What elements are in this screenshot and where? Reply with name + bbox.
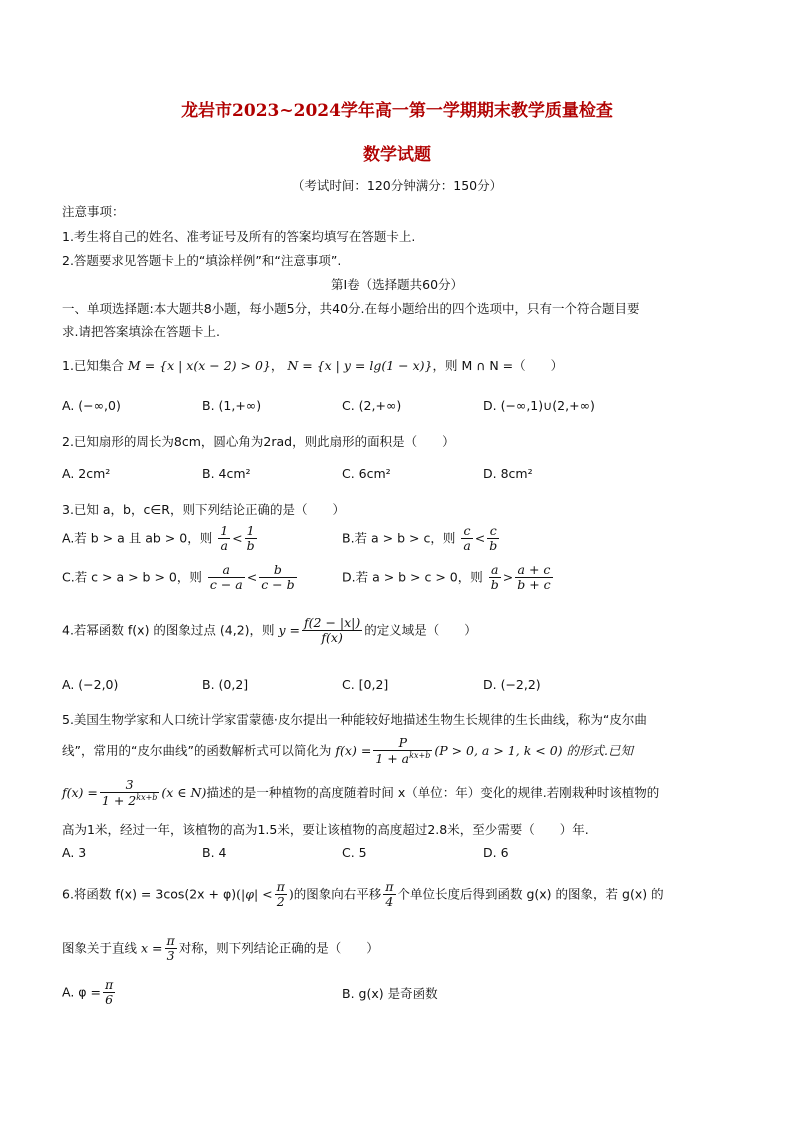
- q4-option-c: C. [0,2]: [342, 677, 389, 692]
- q5-option-a: A. 3: [62, 845, 87, 860]
- q6-option-b: B. g(x) 是奇函数: [342, 986, 438, 1001]
- q3-stem: 3.已知 a，b，c∈R，则下列结论正确的是（ ）: [62, 502, 345, 517]
- q1-option-a: A. (−∞,0): [62, 398, 121, 413]
- q5-option-c: C. 5: [342, 845, 367, 860]
- q3-option-d: D.若 a > b > c > 0，则 $\frac{a}{b}$ > $\frac{a + c}{b + c}$: [342, 562, 551, 593]
- q3-option-b: B.若 a > b > c，则 $\frac{c}{a}$ < $\frac{c}{b}$: [342, 523, 498, 554]
- exam-title: 龙岩市2023~2024学年高一第一学期期末教学质量检查: [181, 101, 613, 121]
- section1-line2: 求.请把答案填涂在答题卡上.: [62, 324, 220, 339]
- q3-option-a: A.若 b > a 且 ab > 0，则 $\frac{1}{a}$ < $\frac{1}{b}$: [62, 523, 255, 554]
- note-2: 2.答题要求见答题卡上的“填涂样例”和“注意事项”.: [62, 253, 342, 268]
- q2-stem: 2.已知扇形的周长为8cm，圆心角为2rad，则此扇形的面积是（ ）: [62, 434, 455, 449]
- q2-option-c: C. 6cm²: [342, 466, 391, 481]
- note-1: 1.考生将自己的姓名、准考证号及所有的答案均填写在答题卡上.: [62, 229, 416, 244]
- q2-option-b: B. 4cm²: [202, 466, 251, 481]
- q5-line2: 线”，常用的“皮尔曲线”的函数解析式可以简化为 f(x) = $\frac{P}{1 + a^{kx+b}}$ (P > 0, a > 1, k < 0) 的形式.已知: [62, 735, 633, 767]
- q1-option-c: C. (2,+∞): [342, 398, 402, 413]
- q1-option-b: B. (1,+∞): [202, 398, 262, 413]
- section1-line1: 一、单项选择题:本大题共8小题，每小题5分，共40分.在每小题给出的四个选项中，只有一个符合题目要: [62, 301, 640, 316]
- q2-option-a: A. 2cm²: [62, 466, 111, 481]
- q4-stem: 4.若幂函数 f(x) 的图象过点 (4,2)，则 y = $\frac{f(2 - |x|)}{f(x)}$ 的定义域是（ ）: [62, 615, 477, 646]
- q6-line1: 6.将函数 f(x) = 3cos(2x + φ)(|φ| < $\frac{\pi}{2}$ )的图象向右平移 $\frac{\pi}{4}$ 个单位长度后得到函数 g(x) 的图象，若 g(x) 的: [62, 879, 664, 910]
- q2-option-d: D. 8cm²: [483, 466, 533, 481]
- q1-stem: 1.已知集合 M = {x | x(x − 2) > 0}， N = {x | y = lg(1 − x)}，则 M ∩ N =（ ）: [62, 358, 564, 373]
- q1-set-m: M = {x | x(x − 2) > 0}: [127, 358, 271, 373]
- q1-option-d: D. (−∞,1)∪(2,+∞): [483, 398, 595, 413]
- q5-line1: 5.美国生物学家和人口统计学家雷蒙德·皮尔提出一种能较好地描述生物生长规律的生长曲线，称为“皮尔曲: [62, 712, 647, 727]
- exam-info: （考试时间：120分钟满分：150分）: [291, 178, 503, 193]
- q1-set-n: N = {x | y = lg(1 − x)}: [287, 358, 433, 373]
- q5-option-b: B. 4: [202, 845, 227, 860]
- q6-line2: 图象关于直线 x = $\frac{\pi}{3}$ 对称，则下列结论正确的是（ ）: [62, 933, 379, 964]
- part1-title: 第Ⅰ卷（选择题共60分）: [330, 277, 464, 292]
- q4-option-b: B. (0,2]: [202, 677, 249, 692]
- q4-option-a: A. (−2,0): [62, 677, 119, 692]
- q5-line3: f(x) = $\frac{3}{1 + 2^{kx+b}}$ (x ∈ N)描述的是一种植物的高度随着时间 x（单位：年）变化的规律.若刚栽种时该植物的: [62, 777, 660, 809]
- notes-heading: 注意事项：: [62, 204, 125, 219]
- exam-subtitle: 数学试题: [363, 145, 431, 165]
- q6-option-a: A. φ = $\frac{\pi}{6}$: [62, 977, 114, 1008]
- q5-line4: 高为1米，经过一年，该植物的高为1.5米，要让该植物的高度超过2.8米，至少需要（ ）年.: [62, 822, 589, 837]
- q4-option-d: D. (−2,2): [483, 677, 541, 692]
- q5-option-d: D. 6: [483, 845, 509, 860]
- q3-option-c: C.若 c > a > b > 0，则 $\frac{a}{c - a}$ < $\frac{b}{c - b}$: [62, 562, 295, 593]
